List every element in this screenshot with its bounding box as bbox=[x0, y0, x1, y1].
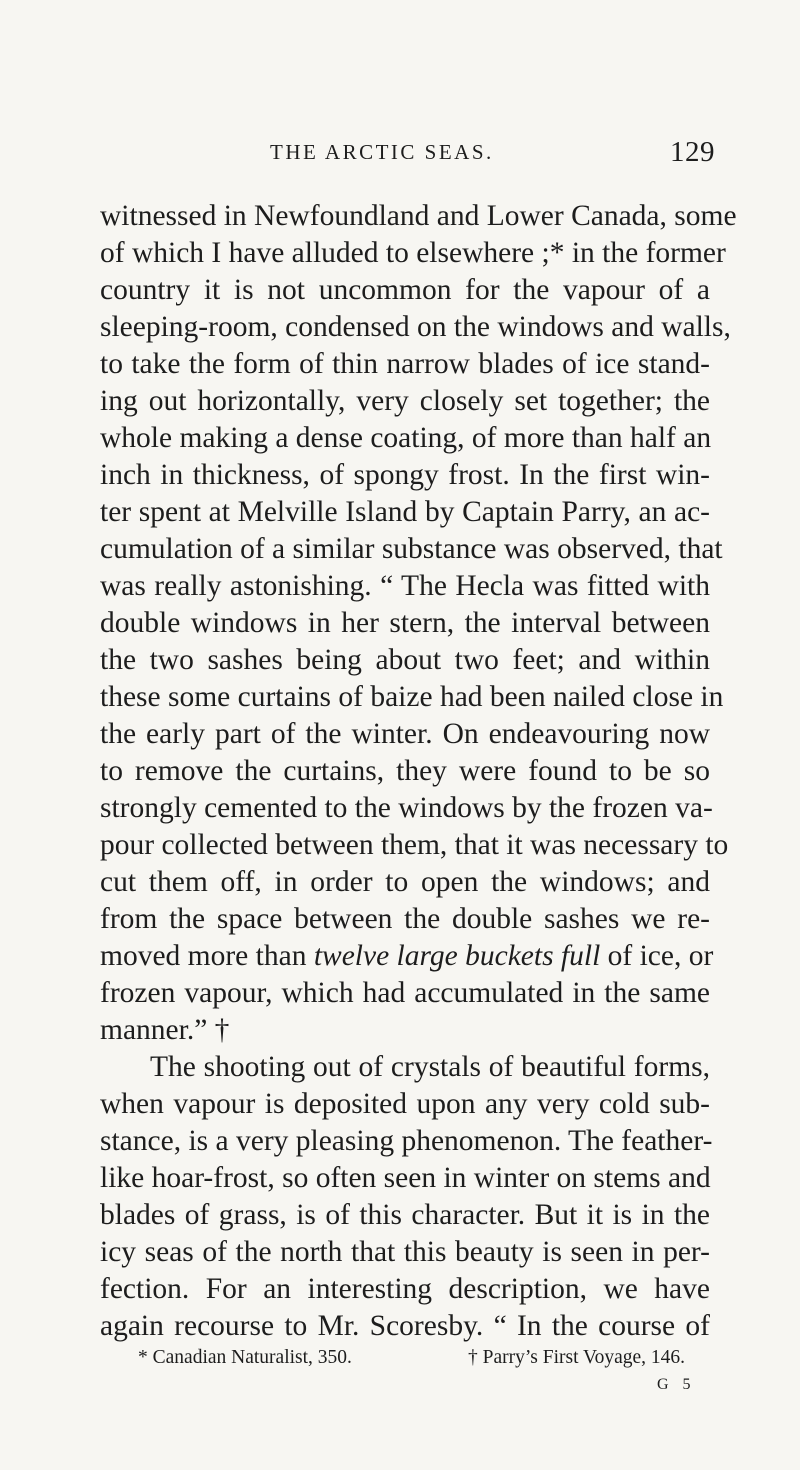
italic-phrase: twelve large buckets full bbox=[313, 940, 601, 972]
text-line: from the space between the double sashes we re- bbox=[100, 903, 710, 935]
running-head-title: THE ARCTIC SEAS. bbox=[270, 140, 494, 164]
text-segment: moved more than bbox=[100, 940, 307, 972]
text-line: ter spent at Melville Island by Captain Parry, an ac- bbox=[100, 496, 710, 528]
text-line: strongly cemented to the windows by the frozen va- bbox=[100, 792, 713, 824]
text-line: inch in thickness, of spongy frost. In the first win- bbox=[100, 459, 710, 491]
text-line: blades of grass, is of this character. But it is in the bbox=[100, 1199, 710, 1231]
text-line: country it is not uncommon for the vapour of a bbox=[100, 274, 710, 306]
text-line: the two sashes being about two feet; and within bbox=[100, 644, 710, 676]
text-line: again recourse to Mr. Scoresby. “ In the course of bbox=[100, 1310, 710, 1342]
text-line: manner.” † bbox=[100, 1014, 230, 1046]
text-line: stance, is a very pleasing phenomenon. The feather- bbox=[100, 1125, 713, 1157]
text-line: witnessed in Newfoundland and Lower Canada, some bbox=[100, 200, 737, 232]
text-segment: of ice, or bbox=[607, 940, 714, 972]
text-line: when vapour is deposited upon any very cold sub- bbox=[100, 1088, 710, 1120]
text-line-with-italic bbox=[100, 936, 714, 976]
text-line: double windows in her stern, the interval between bbox=[100, 607, 710, 639]
text-line: whole making a dense coating, of more than half an bbox=[100, 422, 712, 454]
text-line: ing out horizontally, very closely set together; the bbox=[100, 385, 710, 417]
paragraph-start-line: The shooting out of crystals of beautiful forms, bbox=[150, 1051, 710, 1083]
footnote-1: * Canadian Naturalist, 350. bbox=[138, 1347, 352, 1368]
text-line: fection. For an interesting description, we have bbox=[100, 1273, 710, 1305]
page-number: 129 bbox=[670, 136, 715, 168]
printer-signature-mark: G 5 bbox=[657, 1376, 696, 1393]
footnote-2: † Parry’s First Voyage, 146. bbox=[468, 1347, 686, 1368]
text-line: to remove the curtains, they were found to be so bbox=[100, 755, 710, 787]
text-line: was really astonishing. “ The Hecla was fitted with bbox=[100, 570, 710, 602]
text-line: to take the form of thin narrow blades of ice stand- bbox=[100, 348, 710, 380]
text-line: like hoar-frost, so often seen in winter on stems and bbox=[100, 1162, 711, 1194]
text-line: icy seas of the north that this beauty is seen in per- bbox=[100, 1236, 710, 1268]
text-line: cut them off, in order to open the windows; and bbox=[100, 866, 710, 898]
text-line: of which I have alluded to elsewhere ;* in the former bbox=[100, 237, 726, 269]
text-line: these some curtains of baize had been nailed close in bbox=[100, 681, 724, 713]
text-line: cumulation of a similar substance was observed, that bbox=[100, 533, 723, 565]
text-line: the early part of the winter. On endeavouring now bbox=[100, 718, 710, 750]
text-line: sleeping-room, condensed on the windows and walls, bbox=[100, 311, 731, 343]
text-line: frozen vapour, which had accumulated in the same bbox=[100, 977, 710, 1009]
text-line: pour collected between them, that it was necessary to bbox=[100, 829, 729, 861]
